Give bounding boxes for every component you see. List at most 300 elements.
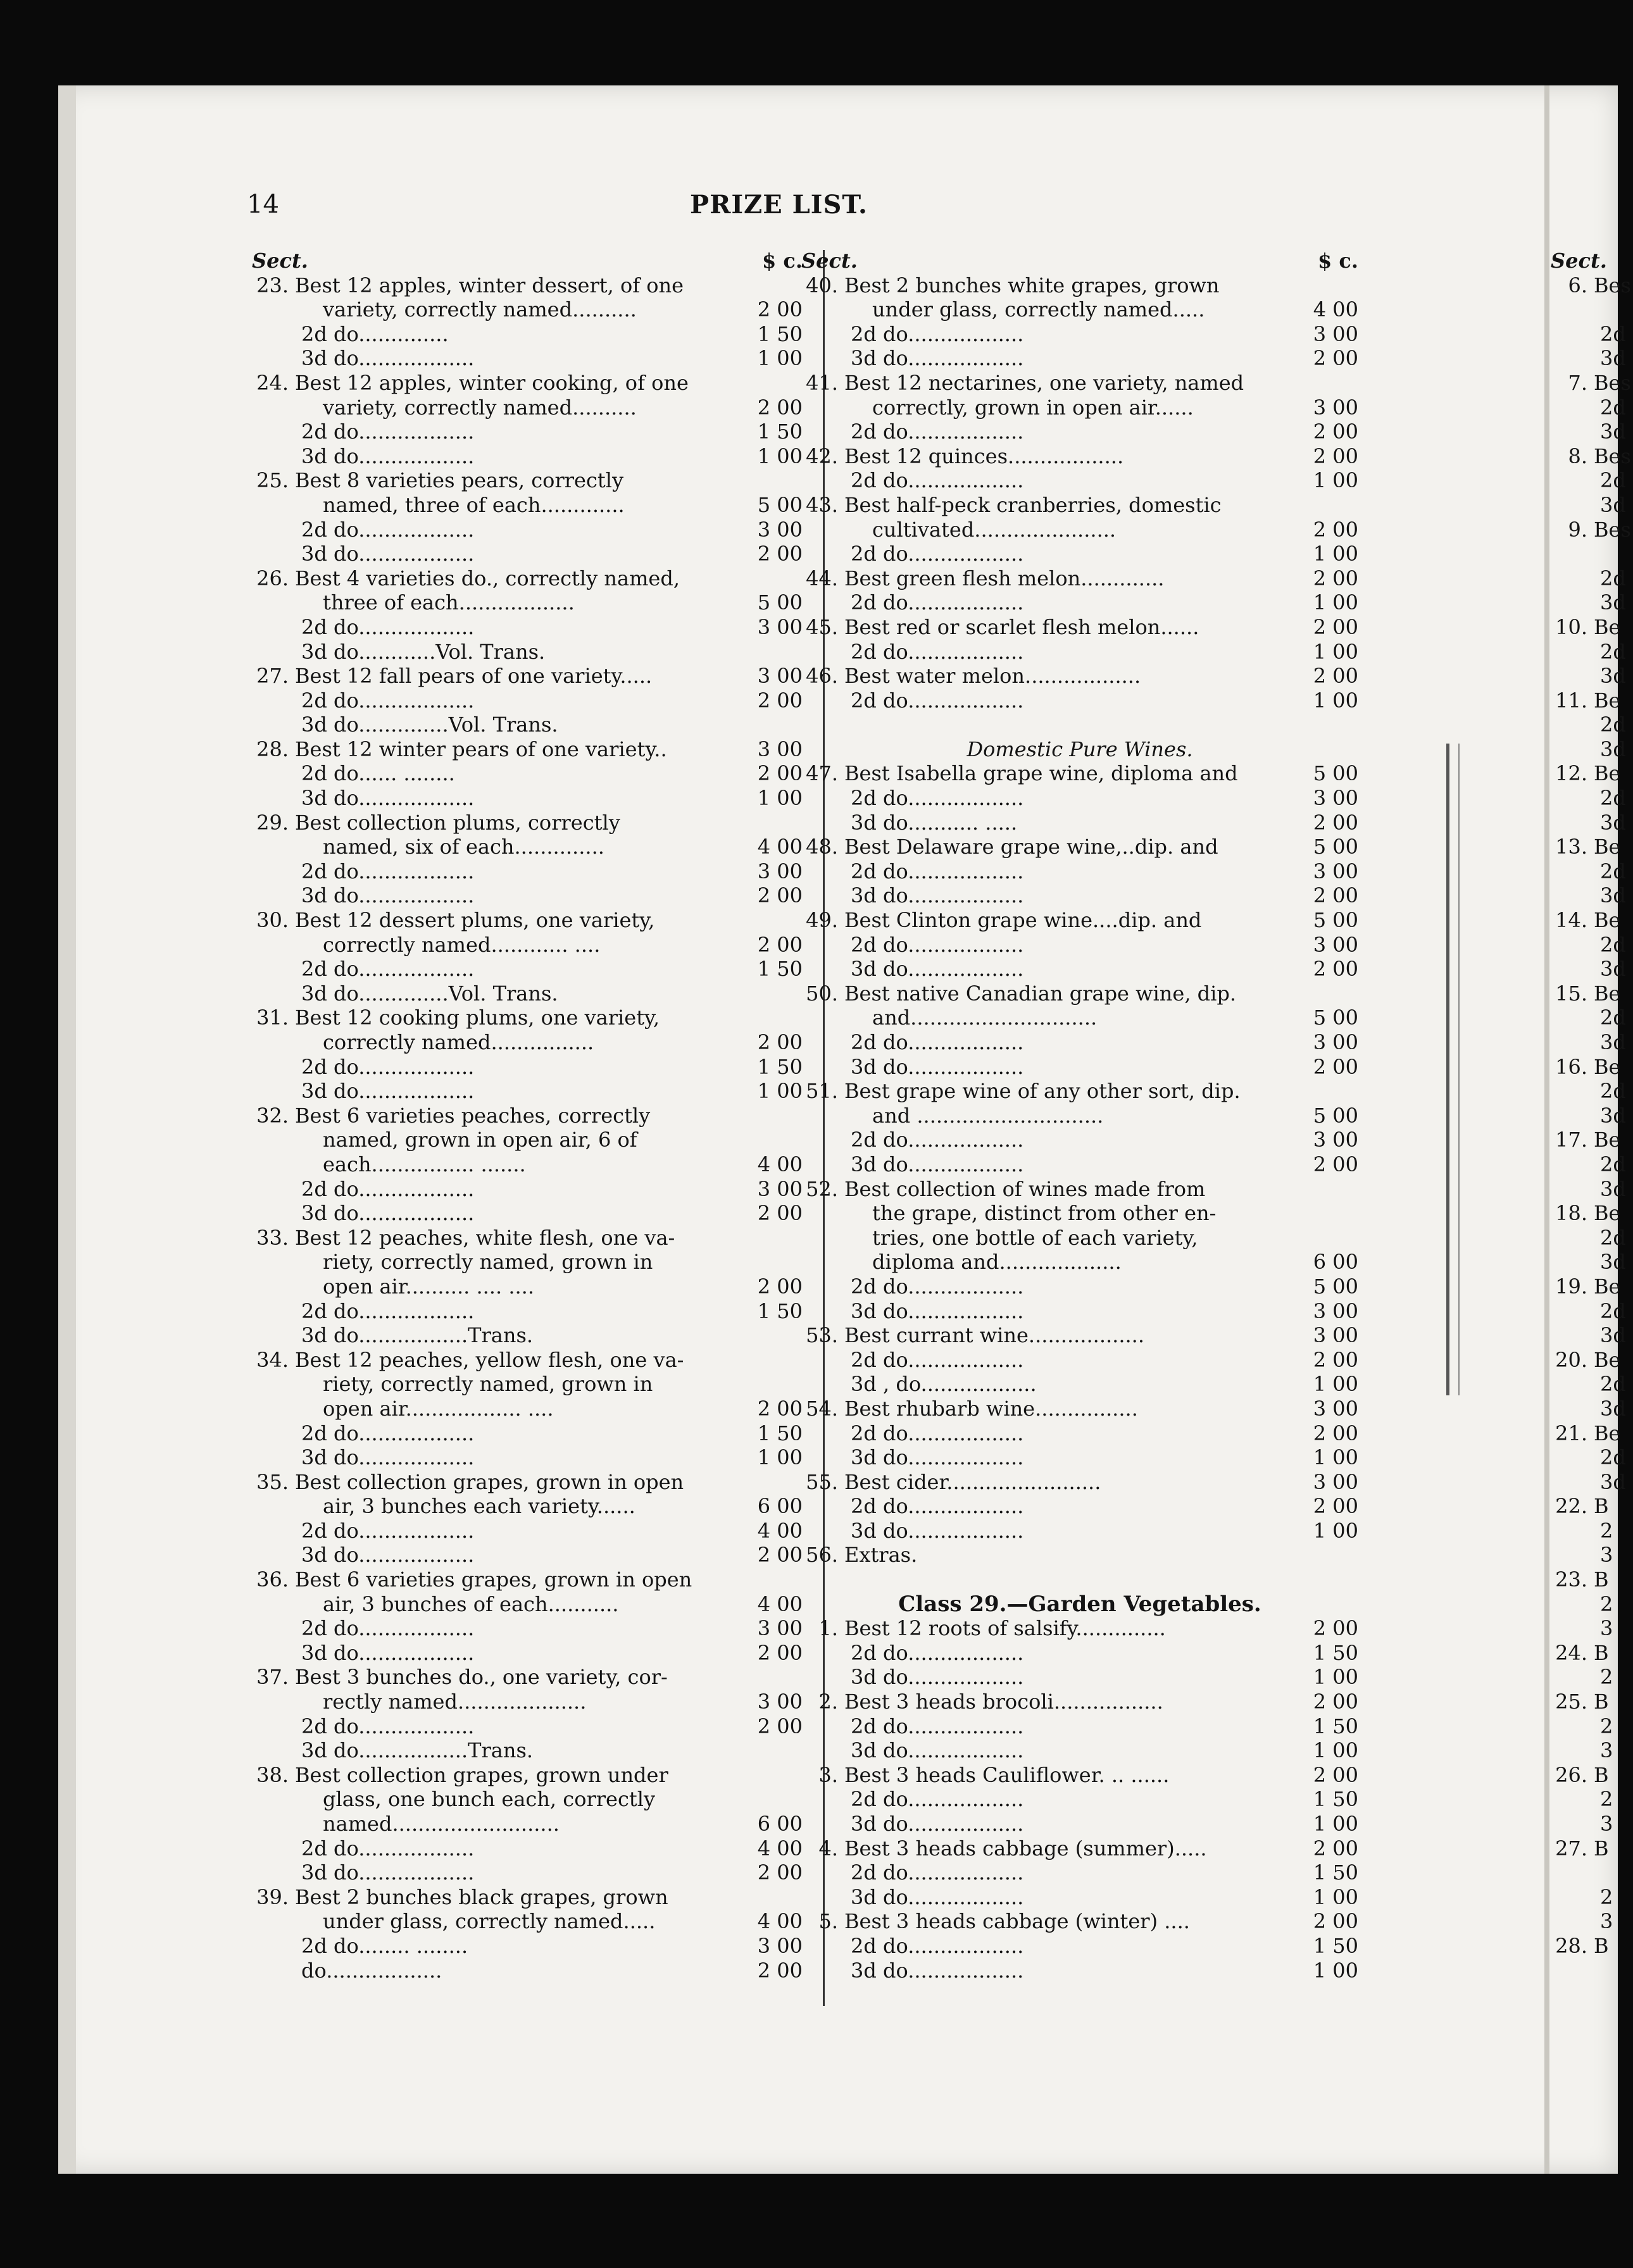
- prize-amount: 1 50: [757, 420, 803, 444]
- prize-description: 2d: [1600, 1445, 1626, 1470]
- prize-row: [801, 1250, 1358, 1274]
- prize-amount: 2 00: [1313, 1152, 1358, 1176]
- prize-row: [252, 1592, 803, 1617]
- prize-row: [1551, 835, 1633, 859]
- prize-row: [801, 566, 1358, 591]
- prize-description: 2d do........ ........: [301, 1933, 468, 1958]
- prize-description: 2: [1600, 1592, 1613, 1616]
- prize-description: Best 12 quinces..................: [844, 444, 1124, 468]
- prize-amount: 6 00: [757, 1494, 803, 1519]
- prize-amount: 2 00: [1313, 1421, 1358, 1445]
- prize-description: Best 3 heads brocoli.................: [844, 1690, 1163, 1714]
- prize-amount: 5 00: [757, 492, 803, 517]
- prize-row: [801, 883, 1358, 908]
- prize-row: [801, 371, 1358, 396]
- prize-amount: 2 00: [1313, 444, 1358, 468]
- prize-description: 2d do..................: [301, 1616, 475, 1641]
- prize-description: Best grape wine of any other sort, dip.: [844, 1079, 1241, 1104]
- prize-row: [801, 1055, 1358, 1080]
- prize-amount: 2 00: [1313, 1762, 1358, 1787]
- prize-row: [801, 1348, 1358, 1373]
- prize-row: [1551, 1519, 1633, 1543]
- prize-description: air, 3 bunches of each...........: [323, 1592, 619, 1616]
- prize-description: 2d do..................: [851, 1640, 1024, 1665]
- prize-description: 3: [1600, 1543, 1613, 1567]
- prize-description: 3d: [1600, 1323, 1626, 1348]
- page-gutter-shadow: [58, 85, 76, 2174]
- prize-row: [801, 1519, 1358, 1543]
- prize-description: Best red or scarlet flesh melon......: [844, 614, 1199, 639]
- prize-description: 2d do..................: [301, 1176, 475, 1201]
- prize-row: [801, 1592, 1358, 1617]
- prize-amount: 2 00: [757, 932, 803, 957]
- prize-row: [1551, 1567, 1633, 1592]
- prize-amount: 4 00: [757, 835, 803, 859]
- section-heading: Domestic Pure Wines.: [967, 737, 1193, 761]
- prize-column-middle: [801, 249, 1358, 1983]
- prize-description: Best 2 bunches black grapes, grown: [295, 1885, 668, 1909]
- section-number: 49.: [806, 908, 838, 933]
- section-number: 19.: [1555, 1274, 1587, 1299]
- prize-description: 2d: [1600, 321, 1626, 346]
- prize-row: [1551, 1787, 1633, 1812]
- prize-amount: 2 00: [1313, 614, 1358, 639]
- prize-description: named, three of each.............: [323, 492, 625, 517]
- prize-description: Best native Canadian grape wine, dip.: [844, 981, 1237, 1006]
- prize-row: [1551, 1836, 1633, 1861]
- prize-amount: 1 00: [757, 1445, 803, 1470]
- prize-row: [1551, 1079, 1633, 1104]
- prize-row: [252, 1372, 803, 1397]
- prize-amount: 1 00: [1313, 468, 1358, 493]
- prize-description: 2d: [1600, 786, 1626, 811]
- prize-row: [1551, 1641, 1633, 1666]
- prize-description: the grape, distinct from other en-: [872, 1201, 1217, 1226]
- prize-row: [1551, 883, 1633, 908]
- prize-row: [801, 1909, 1358, 1934]
- prize-amount: 3 00: [757, 1176, 803, 1201]
- prize-row: [801, 1104, 1358, 1128]
- prize-description: correctly, grown in open air......: [872, 395, 1194, 420]
- prize-row: [801, 957, 1358, 981]
- section-number: 27.: [256, 664, 289, 688]
- prize-description: B: [1594, 1933, 1609, 1958]
- prize-row: [252, 1763, 803, 1788]
- prize-row: [252, 1177, 803, 1202]
- prize-description: each................ .......: [323, 1152, 526, 1176]
- prize-row: [1551, 1543, 1633, 1567]
- prize-description: do..................: [301, 1958, 442, 1983]
- prize-amount: 1 00: [1313, 542, 1358, 566]
- section-number: 26.: [256, 566, 289, 590]
- prize-row: [1551, 420, 1633, 444]
- prize-row: [801, 1323, 1358, 1348]
- prize-description: Be: [1594, 761, 1621, 786]
- prize-description: Best collection plums, correctly: [295, 810, 620, 835]
- prize-description: 3d do..................: [851, 957, 1024, 981]
- section-number: 15.: [1555, 981, 1587, 1006]
- section-number: 35.: [256, 1469, 289, 1494]
- prize-description: named, six of each..............: [323, 835, 604, 859]
- prize-description: 3: [1600, 1616, 1613, 1641]
- prize-amount: 3 00: [1313, 1128, 1358, 1152]
- prize-amount: 1 00: [757, 786, 803, 811]
- prize-row: [252, 1470, 803, 1495]
- prize-description: 3d: [1600, 590, 1626, 615]
- prize-row: [252, 1909, 803, 1934]
- prize-row: [1551, 713, 1633, 737]
- section-number: 22.: [1555, 1494, 1587, 1519]
- prize-row: [252, 1860, 803, 1885]
- section-number: 53.: [806, 1323, 838, 1348]
- prize-amount: 4 00: [1313, 297, 1358, 322]
- prize-row: [252, 786, 803, 811]
- prize-description: 3d do..................: [851, 346, 1024, 371]
- prize-row: [1551, 444, 1633, 469]
- prize-row: [801, 908, 1358, 933]
- section-number: 42.: [806, 444, 838, 468]
- prize-description: Best Isabella grape wine, diploma and: [844, 761, 1238, 786]
- prize-row: [1551, 1812, 1633, 1836]
- prize-amount: 1 00: [1313, 1885, 1358, 1909]
- prize-description: Best green flesh melon.............: [844, 566, 1165, 590]
- prize-row: [801, 1763, 1358, 1788]
- prize-amount: 4 00: [757, 1909, 803, 1934]
- prize-amount: 1 00: [757, 346, 803, 371]
- prize-row: [252, 1836, 803, 1861]
- prize-description: 3d do........... .....: [851, 810, 1018, 835]
- prize-row: [801, 420, 1358, 444]
- section-number: 21.: [1555, 1421, 1587, 1445]
- prize-description: 2d do..................: [301, 1299, 475, 1323]
- prize-description: Best 3 bunches do., one variety, cor-: [295, 1665, 668, 1690]
- prize-description: 2: [1600, 1714, 1613, 1738]
- prize-description: Best 3 heads Cauliflower. .. ......: [844, 1762, 1170, 1787]
- prize-row: [1551, 468, 1633, 493]
- prize-row: [252, 371, 803, 396]
- prize-description: 3d: [1600, 1396, 1626, 1421]
- prize-amount: 3 00: [757, 737, 803, 761]
- prize-description: 3d do..................: [301, 1640, 475, 1665]
- prize-amount: 5 00: [1313, 908, 1358, 933]
- page-number: 14: [247, 190, 279, 219]
- prize-amount: $ c.: [761, 249, 803, 273]
- prize-description: 3d do..................: [851, 1299, 1024, 1323]
- prize-amount: 3 00: [757, 1690, 803, 1714]
- prize-row: [1551, 346, 1633, 371]
- prize-row: [801, 396, 1358, 420]
- prize-amount: 1 00: [757, 1079, 803, 1104]
- prize-row: [801, 1787, 1358, 1812]
- prize-row: [1551, 322, 1633, 347]
- prize-description: 2d do..................: [851, 468, 1024, 493]
- section-number: 51.: [806, 1079, 838, 1104]
- margin-bracket: [1446, 744, 1460, 1395]
- prize-description: Best 4 varieties do., correctly named,: [295, 566, 680, 590]
- section-number: 20.: [1555, 1347, 1587, 1372]
- prize-description: 2d: [1600, 1079, 1626, 1104]
- prize-description: 3d do..................: [301, 786, 475, 811]
- prize-description: Extras.: [844, 1543, 918, 1567]
- prize-description: Best 12 dessert plums, one variety,: [295, 908, 655, 933]
- prize-amount: 1 00: [1313, 1738, 1358, 1763]
- prize-description: 3d: [1600, 1469, 1626, 1494]
- section-number: 12.: [1555, 761, 1587, 786]
- prize-amount: 3 00: [757, 1933, 803, 1958]
- prize-amount: 2 00: [757, 542, 803, 566]
- section-number: 6.: [1568, 273, 1587, 297]
- section-number: 11.: [1555, 688, 1587, 713]
- prize-row: [801, 1128, 1358, 1152]
- prize-amount: 2 00: [1313, 810, 1358, 835]
- prize-row: [1551, 811, 1633, 835]
- section-number: 34.: [256, 1347, 289, 1372]
- prize-description: under glass, correctly named.....: [872, 297, 1205, 322]
- prize-row: [1551, 371, 1633, 396]
- prize-row: [1551, 1323, 1633, 1348]
- prize-amount: 2 00: [1313, 1690, 1358, 1714]
- prize-description: 3d do.................Trans.: [301, 1323, 534, 1348]
- prize-row: [252, 1397, 803, 1421]
- prize-row: [1551, 664, 1633, 688]
- prize-column-right-cut: [1551, 249, 1633, 1959]
- prize-description: Bes: [1594, 444, 1631, 468]
- prize-row: [801, 468, 1358, 493]
- section-number: 18.: [1555, 1201, 1587, 1226]
- prize-row: [252, 957, 803, 981]
- prize-row: [252, 1616, 803, 1641]
- prize-row: [801, 1372, 1358, 1397]
- prize-description: glass, one bunch each, correctly: [323, 1787, 656, 1812]
- prize-description: diploma and...................: [872, 1250, 1122, 1274]
- prize-description: air, 3 bunches each variety......: [323, 1494, 635, 1519]
- prize-row: [252, 1201, 803, 1226]
- prize-description: B: [1594, 1640, 1609, 1665]
- class-heading: Class 29.—Garden Vegetables.: [898, 1592, 1261, 1617]
- prize-amount: 5 00: [1313, 761, 1358, 786]
- prize-description: 3: [1600, 1738, 1613, 1763]
- prize-description: 2d do..................: [851, 688, 1024, 713]
- section-number: 13.: [1555, 835, 1587, 859]
- section-number: Sect.: [1551, 249, 1607, 273]
- prize-description: 3d do..................: [301, 346, 475, 371]
- section-number: Sect.: [252, 249, 308, 273]
- prize-row: [801, 1470, 1358, 1495]
- prize-row: [801, 322, 1358, 347]
- prize-description: 2d do..................: [851, 639, 1024, 664]
- prize-description: 2: [1600, 1518, 1613, 1543]
- prize-amount: 1 50: [757, 1054, 803, 1079]
- prize-row: [801, 273, 1358, 298]
- prize-row: [252, 1787, 803, 1812]
- prize-description: riety, correctly named, grown in: [323, 1250, 653, 1274]
- section-number: 28.: [1555, 1933, 1587, 1958]
- prize-description: 2d: [1600, 1299, 1626, 1323]
- prize-description: Best collection of wines made from: [844, 1176, 1206, 1201]
- prize-amount: 3 00: [1313, 1030, 1358, 1054]
- prize-description: Best water melon..................: [844, 664, 1141, 688]
- prize-row: [801, 1152, 1358, 1177]
- prize-row: [801, 737, 1358, 762]
- prize-description: 2d do..................: [301, 1836, 475, 1860]
- prize-description: 2d do..................: [301, 420, 475, 444]
- prize-row: [801, 1397, 1358, 1421]
- prize-amount: 2 00: [757, 297, 803, 322]
- prize-amount: 2 00: [757, 883, 803, 908]
- prize-description: 3d do..................: [301, 883, 475, 908]
- prize-amount: 1 00: [1313, 590, 1358, 615]
- prize-description: 2d: [1600, 932, 1626, 957]
- prize-row: [252, 297, 803, 322]
- prize-row: [1551, 1250, 1633, 1274]
- prize-row: [252, 1055, 803, 1080]
- prize-row: [1551, 1690, 1633, 1714]
- prize-amount: 1 00: [1313, 1958, 1358, 1983]
- prize-description: tries, one bottle of each variety,: [872, 1225, 1198, 1250]
- prize-amount: 5 00: [1313, 835, 1358, 859]
- prize-description: B: [1594, 1494, 1609, 1519]
- prize-row: [1551, 1152, 1633, 1177]
- prize-amount: 6 00: [1313, 1250, 1358, 1274]
- prize-row: [1551, 1445, 1633, 1470]
- section-number: 41.: [806, 370, 838, 395]
- prize-description: 2d do..................: [851, 1494, 1024, 1519]
- prize-amount: 1 00: [1313, 1445, 1358, 1470]
- prize-row: [1551, 688, 1633, 713]
- prize-row: [801, 933, 1358, 957]
- prize-row: [252, 615, 803, 640]
- prize-row: [1551, 1055, 1633, 1080]
- prize-row: [252, 1421, 803, 1446]
- prize-description: 2d do..................: [301, 517, 475, 542]
- prize-row: [1551, 1030, 1633, 1055]
- prize-amount: 5 00: [1313, 1006, 1358, 1030]
- prize-row: [1551, 297, 1633, 322]
- prize-description: Best collection grapes, grown under: [295, 1762, 668, 1787]
- prize-description: Best cider........................: [844, 1469, 1101, 1494]
- prize-row: [1551, 1616, 1633, 1641]
- prize-description: 3d do..................: [301, 444, 475, 468]
- prize-description: 2d do..................: [851, 1933, 1024, 1958]
- prize-description: Be: [1594, 1201, 1621, 1226]
- prize-row: [252, 1226, 803, 1250]
- section-number: 8.: [1568, 444, 1587, 468]
- section-number: 48.: [806, 835, 838, 859]
- prize-row: [801, 859, 1358, 884]
- section-number: 36.: [256, 1567, 289, 1592]
- prize-description: Best Delaware grape wine,..dip. and: [844, 835, 1218, 859]
- prize-amount: 2 00: [757, 1714, 803, 1738]
- prize-row: [252, 859, 803, 884]
- prize-row: [801, 542, 1358, 566]
- section-number: 25.: [1555, 1690, 1587, 1714]
- section-number: 33.: [256, 1225, 289, 1250]
- prize-amount: 2 00: [757, 761, 803, 786]
- prize-row: [801, 981, 1358, 1006]
- prize-row: [252, 273, 803, 298]
- prize-row: [1551, 933, 1633, 957]
- section-number: 14.: [1555, 908, 1587, 933]
- prize-row: [252, 1885, 803, 1910]
- prize-amount: 2 00: [1313, 517, 1358, 542]
- prize-amount: 3 00: [757, 1616, 803, 1641]
- prize-row: [1551, 1665, 1633, 1690]
- prize-description: 2d do..................: [301, 1714, 475, 1738]
- prize-description: 2d: [1600, 859, 1626, 883]
- prize-description: 3: [1600, 1812, 1613, 1836]
- prize-row: [801, 1567, 1358, 1592]
- section-number: 46.: [806, 664, 838, 688]
- prize-description: three of each..................: [323, 590, 575, 615]
- prize-row: [801, 1860, 1358, 1885]
- prize-row: [252, 444, 803, 469]
- section-number: 31.: [256, 1006, 289, 1030]
- section-number: 4.: [818, 1836, 838, 1860]
- prize-amount: 6 00: [757, 1812, 803, 1836]
- prize-row: [252, 1299, 803, 1324]
- section-number: 52.: [806, 1176, 838, 1201]
- prize-row: [801, 346, 1358, 371]
- section-number: 28.: [256, 737, 289, 761]
- prize-row: [252, 542, 803, 566]
- prize-amount: 5 00: [1313, 1274, 1358, 1299]
- prize-description: Be: [1594, 1421, 1621, 1445]
- prize-row: [801, 1079, 1358, 1104]
- prize-description: 2d do..................: [851, 1030, 1024, 1054]
- prize-row: [1551, 273, 1633, 298]
- prize-amount: 1 00: [1313, 1372, 1358, 1397]
- prize-row: [801, 1421, 1358, 1446]
- prize-description: 2d do..................: [851, 321, 1024, 346]
- prize-description: 3d do..................: [301, 1201, 475, 1226]
- prize-description: 3d do..................: [301, 1445, 475, 1470]
- prize-description: 2d: [1600, 1372, 1626, 1397]
- prize-description: 3d do..............Vol. Trans.: [301, 981, 558, 1006]
- prize-row: [801, 1616, 1358, 1641]
- prize-description: 2d: [1600, 1152, 1626, 1176]
- prize-description: B: [1594, 1690, 1609, 1714]
- section-number: 10.: [1555, 614, 1587, 639]
- prize-row: [1551, 1006, 1633, 1030]
- section-number: 44.: [806, 566, 838, 590]
- prize-description: 2d do..................: [301, 1518, 475, 1543]
- prize-row: [1551, 518, 1633, 542]
- prize-row: [1551, 1397, 1633, 1421]
- prize-row: [252, 1567, 803, 1592]
- prize-row: [1551, 640, 1633, 664]
- prize-description: Best 6 varieties grapes, grown in open: [295, 1567, 692, 1592]
- prize-row: [1551, 1421, 1633, 1446]
- prize-description: correctly named................: [323, 1030, 594, 1054]
- prize-amount: 3 00: [757, 664, 803, 688]
- prize-description: Bes: [1594, 517, 1631, 542]
- prize-description: Best 3 heads cabbage (winter) ....: [844, 1909, 1190, 1934]
- section-number: 16.: [1555, 1054, 1587, 1079]
- prize-amount: 2 00: [1313, 1909, 1358, 1934]
- prize-amount: 3 00: [1313, 1396, 1358, 1421]
- prize-row: [252, 1323, 803, 1348]
- prize-description: Best 6 varieties peaches, correctly: [295, 1103, 651, 1128]
- prize-description: named..........................: [323, 1812, 560, 1836]
- prize-amount: 1 50: [757, 321, 803, 346]
- prize-description: 2d do..................: [851, 590, 1024, 615]
- prize-description: Be: [1594, 1128, 1621, 1152]
- section-number: 37.: [256, 1665, 289, 1690]
- prize-amount: 1 50: [1313, 1860, 1358, 1885]
- prize-amount: 5 00: [1313, 1103, 1358, 1128]
- prize-description: 2d do..................: [301, 957, 475, 981]
- prize-row: [801, 1812, 1358, 1836]
